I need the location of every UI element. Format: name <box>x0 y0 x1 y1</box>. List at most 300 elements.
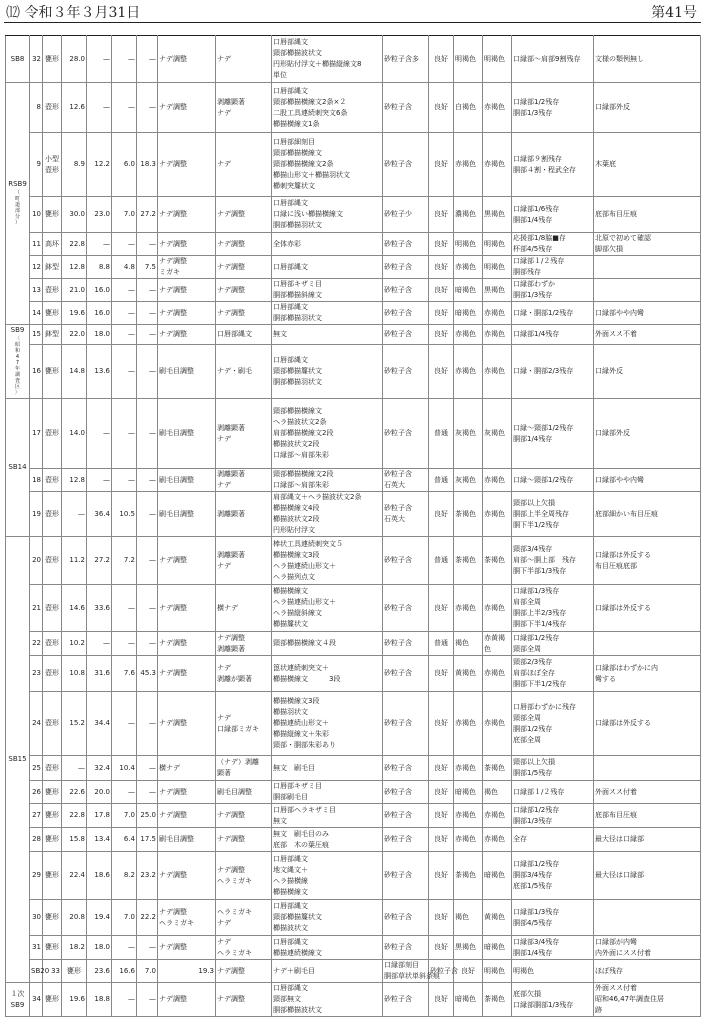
vessel-height: 23.2 <box>137 852 158 900</box>
vessel-type: 壺形 <box>43 692 62 756</box>
inner-color: 暗褐色 <box>483 936 512 960</box>
table-row <box>6 692 701 756</box>
item-number: 22 <box>30 632 43 656</box>
site-group-cell <box>30 960 50 983</box>
remarks <box>594 279 701 302</box>
remaining-part: 口縁部1/6残存 胴部1/4残存 <box>512 197 594 233</box>
remarks: 外面スス付着 <box>594 781 701 804</box>
outer-finish: ナデ調整 <box>158 983 216 1017</box>
remarks <box>594 632 701 656</box>
outer-color: 赤褐色 <box>454 692 483 756</box>
remaining-part: 口縁部９割残存 胴部４割・程武全存 <box>512 133 594 197</box>
inner-finish: ナデ調整 ヘラミガキ <box>216 852 272 900</box>
vessel-height: — <box>137 325 158 345</box>
body-diameter: 20.0 <box>87 781 112 804</box>
site-group-label: SB15 <box>8 755 27 763</box>
vessel-type: 甕形 <box>43 197 62 233</box>
body-diameter: 18.8 <box>87 983 112 1017</box>
outer-finish: 刷毛目調整 <box>158 492 216 537</box>
remarks: 底部布目圧痕 <box>594 197 701 233</box>
vessel-height: 25.0 <box>137 804 158 828</box>
firing: 良好 <box>429 900 454 936</box>
firing: 良好 <box>429 302 454 325</box>
vessel-type: 壺形 <box>43 756 62 781</box>
vessel-height: — <box>137 345 158 399</box>
vessel-height: 27.2 <box>137 197 158 233</box>
remarks: 外面スス付着 昭和46,47年調査住居 跡 <box>594 983 701 1017</box>
rim-diameter: 14.0 <box>62 399 87 469</box>
remarks: 最大径は口縁部 <box>594 852 701 900</box>
firing: 良好 <box>429 983 454 1017</box>
body-diameter: 36.4 <box>87 492 112 537</box>
table-row <box>6 537 701 585</box>
outer-finish: ナデ調整 <box>158 852 216 900</box>
body-diameter: 18.0 <box>87 936 112 960</box>
base-diameter: 7.0 <box>112 804 137 828</box>
clay-inclusions: 砂粒子含 <box>383 585 429 632</box>
body-diameter: 18.0 <box>87 325 112 345</box>
outer-finish: ナデ調整 ヘラミガキ <box>158 900 216 936</box>
remarks: 外面スス不着 <box>594 325 701 345</box>
inner-color: 明褐色 <box>483 233 512 256</box>
rim-diameter: 23.6 <box>87 960 112 983</box>
table-row <box>6 233 701 256</box>
item-number: 26 <box>30 781 43 804</box>
body-diameter: — <box>87 233 112 256</box>
vessel-type: 壺形 <box>43 399 62 469</box>
vessel-type: 壺形 <box>43 537 62 585</box>
inner-color: 赤褐色 <box>483 133 512 197</box>
inner-finish: 剥離顕著 ナデ <box>216 83 272 133</box>
item-number: 18 <box>30 469 43 492</box>
rim-diameter: 12.6 <box>62 83 87 133</box>
item-number: 20 <box>30 537 43 585</box>
firing: 良好 <box>454 960 483 983</box>
remarks <box>594 256 701 279</box>
body-diameter: 18.6 <box>87 852 112 900</box>
body-diameter: 16.0 <box>87 302 112 325</box>
base-diameter: 7.0 <box>112 900 137 936</box>
base-diameter: — <box>112 936 137 960</box>
vessel-height: 18.3 <box>137 133 158 197</box>
base-diameter: — <box>112 302 137 325</box>
vessel-type: 甕形 <box>43 900 62 936</box>
decoration: 口唇部縄文 頸部櫛描波状文 円形貼付浮文＋櫛描縦線文8 単位 <box>272 36 383 83</box>
header-rule <box>4 22 701 23</box>
table-row <box>6 325 701 345</box>
item-number: 28 <box>30 828 43 852</box>
remaining-part: 応援部1/8脇■存 杯部4/5残存 <box>512 233 594 256</box>
inner-finish: ナデ・刷毛 <box>216 345 272 399</box>
decoration: 無文 <box>272 325 383 345</box>
table-row <box>6 960 701 983</box>
vessel-type: 甕形 <box>43 804 62 828</box>
outer-color: 暗褐色 <box>454 302 483 325</box>
base-diameter: — <box>112 692 137 756</box>
vessel-type: 壺形 <box>43 83 62 133</box>
inner-color: 赤褐色 <box>483 469 512 492</box>
outer-color: 暗褐色 <box>454 983 483 1017</box>
clay-inclusions: 砂粒子含 <box>383 325 429 345</box>
decoration: 口唇部キザミ目 胴部刷毛目 <box>272 781 383 804</box>
site-group-cell <box>6 83 30 325</box>
decoration: 櫛描横線文 ヘラ描連続山形文＋ ヘラ描縦斜線文 櫛描簾状文 <box>272 585 383 632</box>
remaining-part: 頸部3/4残存 肩部～胴上部 残存 胴下半部1/3残存 <box>512 537 594 585</box>
rim-diameter: — <box>62 756 87 781</box>
base-diameter: — <box>112 325 137 345</box>
table-row <box>6 302 701 325</box>
base-diameter: 4.8 <box>112 256 137 279</box>
clay-inclusions: 砂粒子含 <box>383 692 429 756</box>
outer-color: 赤褐色 <box>454 325 483 345</box>
site-group-cell <box>6 399 30 537</box>
item-number: 11 <box>30 233 43 256</box>
clay-inclusions: 砂粒子含 <box>383 256 429 279</box>
body-diameter: — <box>87 399 112 469</box>
decoration: 口唇部ヘラキザミ目 無文 <box>272 804 383 828</box>
remarks: 口縁部外反 <box>594 83 701 133</box>
rim-diameter: 12.8 <box>62 469 87 492</box>
vessel-height: — <box>137 781 158 804</box>
vessel-type: 壺形 <box>43 585 62 632</box>
table-row <box>6 585 701 632</box>
decoration: 口唇部細刻目 頸部櫛描横線文 頸部櫛描横線文2条 櫛描山形文＋櫛描羽状文 櫛刺突簾状文 <box>272 133 383 197</box>
remarks: 口縁外反 <box>594 345 701 399</box>
remarks: 口縁部は外反する <box>594 585 701 632</box>
inner-finish: 口唇部縄文 <box>216 325 272 345</box>
vessel-height: — <box>137 233 158 256</box>
clay-inclusions: 砂粒子含 <box>383 656 429 692</box>
table-row <box>6 828 701 852</box>
inner-finish: ナデ 口縁部ミガキ <box>216 692 272 756</box>
item-number: 25 <box>30 756 43 781</box>
vessel-height: — <box>137 469 158 492</box>
inner-finish: 横ナデ <box>216 585 272 632</box>
decoration: 口唇部縄文 胴部櫛描羽状文 <box>272 302 383 325</box>
outer-finish: ナデ調整 <box>158 692 216 756</box>
item-number: 17 <box>30 399 43 469</box>
base-diameter: 7.6 <box>112 656 137 692</box>
table-row <box>6 852 701 900</box>
clay-inclusions: 砂粒子含 <box>383 756 429 781</box>
outer-finish: 刷毛目調整 <box>158 345 216 399</box>
item-number: 23 <box>30 656 43 692</box>
remarks: 口縁部はわずかに内 彎する <box>594 656 701 692</box>
clay-inclusions: 砂粒子含多 <box>383 36 429 83</box>
outer-finish: ナデ調整 <box>158 537 216 585</box>
vessel-type: 甕形 <box>43 302 62 325</box>
outer-color: 赤褐色 <box>454 585 483 632</box>
clay-inclusions: 砂粒子含 <box>383 781 429 804</box>
remaining-part: 口縁部わずか 胴部1/3残存 <box>512 279 594 302</box>
body-diameter: 16.0 <box>87 279 112 302</box>
outer-color: 茶褐色 <box>454 492 483 537</box>
table-row <box>6 804 701 828</box>
rim-diameter: 20.8 <box>62 900 87 936</box>
base-diameter: 10.4 <box>112 756 137 781</box>
rim-diameter: 22.8 <box>62 233 87 256</box>
remaining-part: 口縁部1/3残存 胴部4/5残存 <box>512 900 594 936</box>
base-diameter: — <box>112 345 137 399</box>
clay-inclusions: 砂粒子含 <box>383 302 429 325</box>
remarks <box>594 900 701 936</box>
decoration: 全体赤彩 <box>272 233 383 256</box>
outer-color: 黄褐色 <box>454 656 483 692</box>
vessel-height: 45.3 <box>137 656 158 692</box>
remarks: 底部細かい布目圧痕 <box>594 492 701 537</box>
outer-color: 赤褐色 <box>454 804 483 828</box>
outer-color: 茶褐色 <box>454 852 483 900</box>
decoration: 口唇部縄文 <box>272 256 383 279</box>
body-diameter: 34.4 <box>87 692 112 756</box>
remaining-part: 口縁～頸部1/2残存 <box>512 469 594 492</box>
decoration: 頸部櫛描横線文2段 口縁部～肩部朱彩 <box>272 469 383 492</box>
vessel-type: 甕形 <box>43 983 62 1017</box>
item-number: 9 <box>30 133 43 197</box>
site-group-label: SB14 <box>8 463 27 471</box>
decoration: 棒状工具連続刺突文５ 櫛描横線文3段 ヘラ描連続山形文＋ ヘラ描列点文 <box>272 537 383 585</box>
rim-diameter: 19.6 <box>62 983 87 1017</box>
remarks <box>594 756 701 781</box>
rim-diameter: 28.0 <box>62 36 87 83</box>
vessel-height: — <box>137 399 158 469</box>
inner-color: 赤褐色 <box>483 345 512 399</box>
remaining-part: ほぼ残存 <box>594 960 701 983</box>
outer-finish: ナデ調整 <box>158 325 216 345</box>
outer-color: 赤褐色 <box>454 756 483 781</box>
outer-finish: 刷毛目調整 <box>158 828 216 852</box>
inner-color: 茶褐色 <box>483 537 512 585</box>
base-diameter: — <box>112 585 137 632</box>
vessel-height: 19.3 <box>158 960 216 983</box>
remaining-part: 全存 <box>512 828 594 852</box>
remaining-part: 口縁部1/2残存 胴部1/3残存 <box>512 804 594 828</box>
body-diameter: 27.2 <box>87 537 112 585</box>
firing: 良好 <box>429 233 454 256</box>
remaining-part: 頸部以上欠損 胴部1/5残存 <box>512 756 594 781</box>
base-diameter: — <box>112 469 137 492</box>
table-row <box>6 983 701 1017</box>
clay-inclusions: 砂粒子含 <box>383 852 429 900</box>
table-row <box>6 756 701 781</box>
site-group-label: SB9 <box>10 326 25 334</box>
vessel-type: 壺形 <box>43 469 62 492</box>
remaining-part: 頸部2/3残存 肩部ほぼ全存 胴部下半1/2残存 <box>512 656 594 692</box>
firing: 良好 <box>429 828 454 852</box>
inner-finish: ヘラミガキ ナデ <box>216 900 272 936</box>
decoration: 口唇部縄文 頸部櫛描簾状文 櫛描波状文 <box>272 900 383 936</box>
item-number: 27 <box>30 804 43 828</box>
outer-finish: ナデ調整 <box>158 36 216 83</box>
vessel-height: 7.5 <box>137 256 158 279</box>
inner-finish: ナデ調整 <box>216 828 272 852</box>
vessel-height: — <box>137 537 158 585</box>
outer-color: 赤褐色 <box>454 828 483 852</box>
outer-finish: ナデ調整 <box>158 279 216 302</box>
outer-color: 暗褐色 <box>454 279 483 302</box>
inner-finish: 刷毛目調整 <box>216 781 272 804</box>
item-number: 16 <box>30 345 43 399</box>
firing: 良好 <box>429 692 454 756</box>
table-row <box>6 36 701 83</box>
body-diameter: 13.6 <box>87 345 112 399</box>
base-diameter: 6.4 <box>112 828 137 852</box>
clay-inclusions: 砂粒子含 石英大 <box>383 469 429 492</box>
decoration: 無文 刷毛目 <box>272 756 383 781</box>
remaining-part: 口縁部1/2残存 胴部3/4残存 底部1/5残存 <box>512 852 594 900</box>
outer-color: 明褐色 <box>454 36 483 83</box>
vessel-type: 甕形 <box>43 781 62 804</box>
remaining-part: 口唇部わずかに残存 頸部全周 胴部1/2残存 底部全周 <box>512 692 594 756</box>
decoration: 無文 刷毛目のみ 底部 木の葉圧痕 <box>272 828 383 852</box>
inner-color: 黄褐色 <box>483 900 512 936</box>
clay-inclusions: 砂粒子含 <box>383 133 429 197</box>
item-number: 8 <box>30 83 43 133</box>
vessel-height: — <box>137 983 158 1017</box>
vessel-type: 壺形 <box>43 632 62 656</box>
outer-color: 暗褐色 <box>454 781 483 804</box>
item-number: 24 <box>30 692 43 756</box>
remarks: 口縁部やや内彎 <box>594 469 701 492</box>
clay-inclusions: 砂粒子含 <box>383 399 429 469</box>
rim-diameter: 10.8 <box>62 656 87 692</box>
firing: 良好 <box>429 83 454 133</box>
outer-finish: ナデ調整 ミガキ <box>158 256 216 279</box>
decoration: 口唇部縄文 頸部櫛描横線文2条×２ 二股工具連続刺突文6条 櫛描横線文1条 <box>272 83 383 133</box>
inner-color: 暗褐色 <box>483 852 512 900</box>
item-number: 32 <box>30 36 43 83</box>
inner-color: 茶褐色 <box>483 756 512 781</box>
outer-color: 褐色 <box>454 632 483 656</box>
outer-finish: ナデ調整 <box>158 585 216 632</box>
outer-finish: ナデ調整 <box>158 233 216 256</box>
body-diameter: 16.6 <box>112 960 137 983</box>
outer-finish: ナデ調整 <box>158 197 216 233</box>
base-diameter: — <box>112 36 137 83</box>
inner-color: 灰褐色 <box>483 399 512 469</box>
inner-finish: 剥離顕著 ナデ <box>216 469 272 492</box>
decoration: 口唇部縄文 頸部無文 胴部櫛描波状文 <box>272 983 383 1017</box>
issue-number: 第41号 <box>651 5 697 21</box>
rim-diameter: 11.2 <box>62 537 87 585</box>
remarks: 口縁部やや内彎 <box>594 302 701 325</box>
outer-color: 明褐色 <box>483 960 512 983</box>
outer-color: 褐色 <box>454 900 483 936</box>
outer-finish: ナデ調整 <box>158 656 216 692</box>
item-number: 33 <box>43 960 62 983</box>
clay-inclusions: 砂粒子含 <box>383 537 429 585</box>
clay-inclusions: 砂粒子含 <box>429 960 454 983</box>
firing: 良好 <box>429 656 454 692</box>
site-group-cell <box>6 325 30 399</box>
outer-color: 明褐色 <box>454 233 483 256</box>
site-group-label: １次 SB9 <box>10 989 25 1009</box>
rim-diameter: 15.8 <box>62 828 87 852</box>
vessel-height: — <box>137 632 158 656</box>
item-number: 29 <box>30 852 43 900</box>
remaining-part: 口縁部3/4残存 胴部1/4残存 <box>512 936 594 960</box>
item-number: 34 <box>30 983 43 1017</box>
remarks: 文様の類例無し <box>594 36 701 83</box>
remaining-part: 頸部以上欠損 胴部上半全周残存 胴下半1/2残存 <box>512 492 594 537</box>
remarks: 底部布目圧痕 <box>594 804 701 828</box>
clay-inclusions: 砂粒子含 <box>383 83 429 133</box>
inner-finish: ナデ調整 <box>216 233 272 256</box>
item-number: 13 <box>30 279 43 302</box>
vessel-type: 壺形 <box>43 279 62 302</box>
decoration: 櫛描横線文3段 櫛描羽状文 櫛描連続山形文＋ 櫛描縦線文＋朱彩 頸部・胴部朱彩あり <box>272 692 383 756</box>
outer-finish: 刷毛目調整 <box>158 399 216 469</box>
inner-color: 赤褐色 <box>483 492 512 537</box>
remaining-part: 口縁・胴部2/3残存 <box>512 345 594 399</box>
base-diameter: — <box>112 781 137 804</box>
vessel-type: 甕形 <box>62 960 87 983</box>
decoration: 口唇部縄文 口縁に浅い櫛描横線文 胴部櫛描羽状文 <box>272 197 383 233</box>
rim-diameter: 30.0 <box>62 197 87 233</box>
outer-finish: ナデ調整 <box>158 83 216 133</box>
remarks: 口縁部は外反する 布目圧痕底部 <box>594 537 701 585</box>
site-group-cell <box>6 36 30 83</box>
inner-finish: ナデ調整 <box>216 279 272 302</box>
remaining-part: 口縁部～肩部9割残存 <box>512 36 594 83</box>
inner-color: 褐色 <box>483 781 512 804</box>
firing: 普通 <box>429 632 454 656</box>
inner-finish: ナデ調整 剥離顕著 <box>216 632 272 656</box>
table-row <box>6 345 701 399</box>
inner-finish: ナデ調整 <box>216 256 272 279</box>
inner-finish: ナデ＋刷毛目 <box>272 960 383 983</box>
inner-finish: ナデ <box>216 36 272 83</box>
remarks: 木葉底 <box>594 133 701 197</box>
table-row <box>6 656 701 692</box>
clay-inclusions: 砂粒子含 <box>383 804 429 828</box>
firing: 良好 <box>429 256 454 279</box>
table-row <box>6 936 701 960</box>
rim-diameter: 8.9 <box>62 133 87 197</box>
inner-color: 明褐色 <box>483 256 512 279</box>
table-row <box>6 197 701 233</box>
table-row <box>6 781 701 804</box>
outer-color: 黒褐色 <box>454 936 483 960</box>
outer-color: 茶褐色 <box>454 537 483 585</box>
inner-color: 赤褐色 <box>483 692 512 756</box>
base-diameter: 7.0 <box>137 960 158 983</box>
page-header <box>0 0 705 24</box>
decoration: 頸部櫛描横線文４段 <box>272 632 383 656</box>
outer-finish: ナデ調整 <box>158 804 216 828</box>
vessel-type: 甕形 <box>43 828 62 852</box>
rim-diameter: 14.8 <box>62 345 87 399</box>
firing: 良好 <box>429 936 454 960</box>
base-diameter: — <box>112 279 137 302</box>
vessel-type: 鉢型 <box>43 325 62 345</box>
vessel-height: — <box>137 302 158 325</box>
clay-inclusions: 砂粒子含 石英大 <box>383 492 429 537</box>
table-row <box>6 399 701 469</box>
remarks: 最大径は口縁部 <box>594 828 701 852</box>
site-group-note: （ 町 道 部 分 ） <box>14 190 20 226</box>
remaining-part: 口縁部１/２残存 <box>512 781 594 804</box>
outer-color: 濃褐色 <box>454 197 483 233</box>
body-diameter: — <box>87 632 112 656</box>
clay-inclusions: 砂粒子含 <box>383 279 429 302</box>
remarks: 口縁部外反 <box>594 399 701 469</box>
inner-color: 赤褐色 <box>483 656 512 692</box>
site-group-label: RSB9 <box>8 180 27 188</box>
body-diameter: 19.4 <box>87 900 112 936</box>
firing: 良好 <box>429 279 454 302</box>
body-diameter: — <box>87 469 112 492</box>
